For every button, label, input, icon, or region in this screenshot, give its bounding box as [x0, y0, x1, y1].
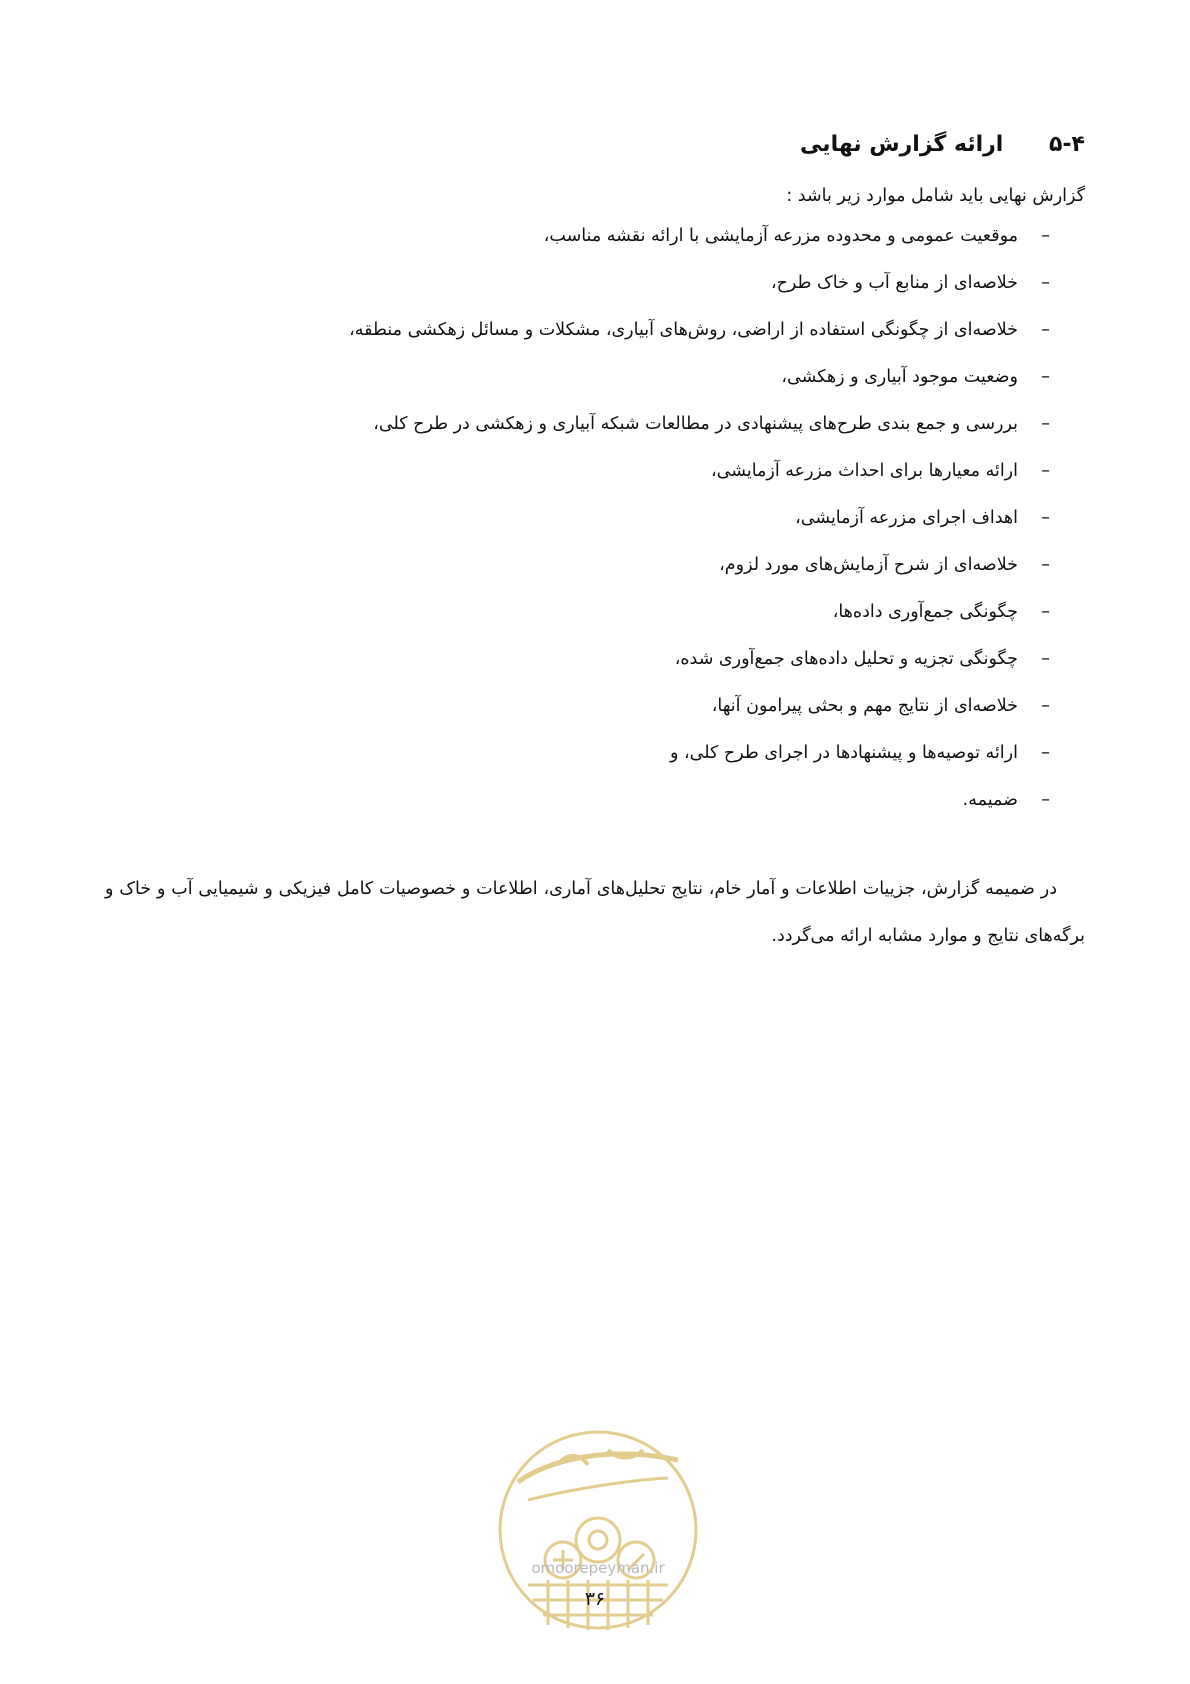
bullet-dash: – [1041, 696, 1050, 716]
list-item [349, 320, 1050, 367]
list-item-text: خلاصه‌ای از منابع آب و خاک طرح، [770, 273, 1018, 293]
section-title: ارائه گزارش نهایی [800, 132, 1004, 157]
list-item-text: خلاصه‌ای از شرح آزمایش‌های مورد لزوم، [719, 555, 1018, 575]
bullet-dash: – [1041, 414, 1050, 434]
list-item-text: وضعیت موجود آبیاری و زهکشی، [781, 367, 1018, 387]
bullet-dash: – [1041, 367, 1050, 387]
bullet-dash: – [1041, 226, 1050, 246]
list-item-text: چگونگی جمع‌آوری داده‌ها، [832, 602, 1018, 622]
bullet-dash: – [1041, 790, 1050, 810]
list-item [349, 273, 1050, 320]
list-item-text: خلاصه‌ای از نتایج مهم و بحثی پیرامون آنها، [711, 696, 1018, 716]
list-item [349, 367, 1050, 414]
list-item-text: ارائه توصیه‌ها و پیشنهادها در اجرای طرح کلی، و [669, 743, 1018, 763]
list-item [349, 649, 1050, 696]
list-item-text: اهداف اجرای مزرعه آزمایشی، [795, 508, 1018, 528]
list-item [349, 414, 1050, 461]
list-item [349, 226, 1050, 273]
list-item-text: چگونگی تجزیه و تحلیل داده‌های جمع‌آوری شده، [674, 649, 1018, 669]
bullet-dash: – [1041, 555, 1050, 575]
list-item [349, 555, 1050, 602]
bullet-dash: – [1041, 743, 1050, 763]
list-item [349, 461, 1050, 508]
watermark-site: omoorepeyman.ir [531, 1559, 665, 1577]
list-item [349, 696, 1050, 743]
bullet-dash: – [1041, 602, 1050, 622]
bullet-dash: – [1041, 461, 1050, 481]
list-item [349, 602, 1050, 649]
list-item-text: موقعیت عمومی و محدوده مزرعه آزمایشی با ارائه نقشه مناسب، [543, 226, 1018, 246]
list-item [349, 743, 1050, 790]
list-item [349, 790, 1050, 837]
requirements-list [349, 226, 1050, 837]
bullet-dash: – [1041, 649, 1050, 669]
intro-text: گزارش نهایی باید شامل موارد زیر باشد : [786, 186, 1085, 206]
section-heading [800, 132, 1085, 157]
list-item-text: ارائه معیارها برای احداث مزرعه آزمایشی، [710, 461, 1018, 481]
list-item-text: ضمیمه. [962, 790, 1018, 810]
closing-paragraph: در ضمیمه گزارش، جزییات اطلاعات و آمار خام، نتایج تحلیل‌های آماری، اطلاعات و خصوصیات کامل فیزیکی و شیمیایی آب و خاک و برگه‌های نتایج و موارد مشابه ارائه می‌گردد. [105, 878, 1085, 946]
bullet-dash: – [1041, 320, 1050, 340]
list-item-text: خلاصه‌ای از چگونگی استفاده از اراضی، روش‌های آبیاری، مشکلات و مسائل زهکشی منطقه، [349, 320, 1018, 340]
list-item-text: بررسی و جمع بندی طرح‌های پیشنهادی در مطالعات شبکه آبیاری و زهکشی در طرح کلی، [373, 414, 1018, 434]
section-number: ۵-۴ [1049, 132, 1085, 157]
bullet-dash: – [1041, 273, 1050, 293]
list-item [349, 508, 1050, 555]
page-number: ۳۶ [584, 1588, 606, 1610]
bullet-dash: – [1041, 508, 1050, 528]
